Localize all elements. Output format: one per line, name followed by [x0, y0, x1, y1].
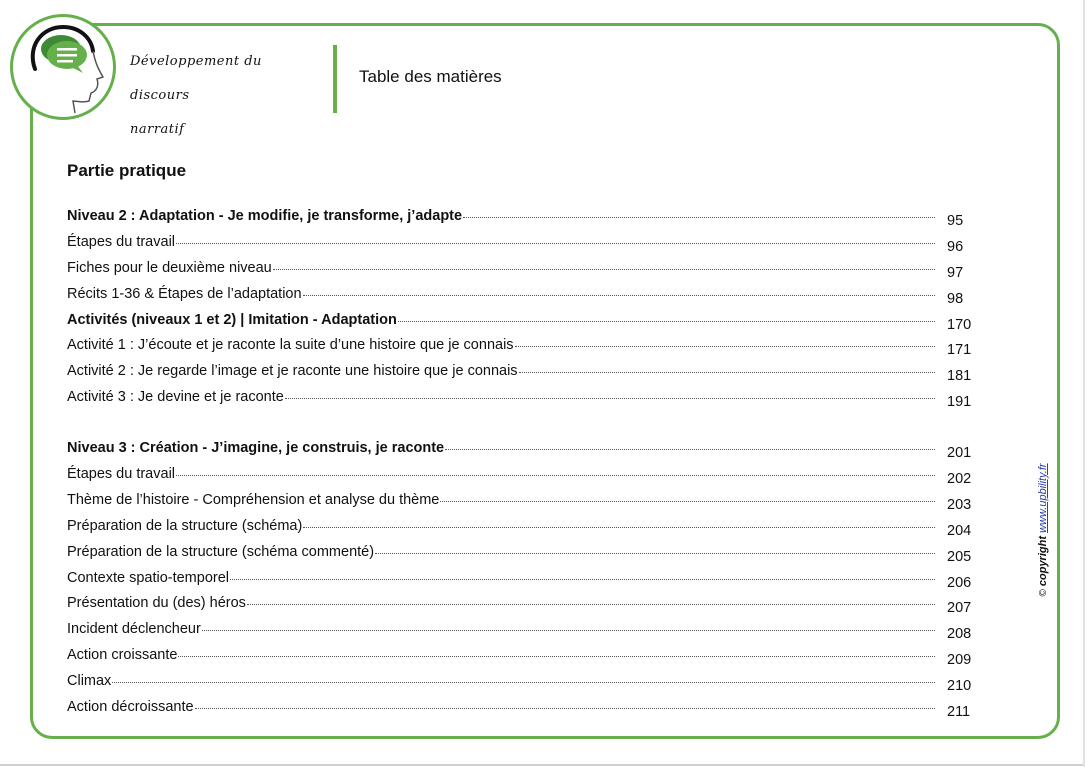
toc-entry[interactable] [67, 699, 977, 725]
toc-entry-page-number: 203 [947, 496, 972, 513]
toc-entry-label: Étapes du travail [67, 466, 176, 483]
brand-line-1: Développement du discours [130, 54, 262, 103]
dot-leader [445, 449, 935, 450]
toc-entry[interactable] [67, 234, 977, 260]
toc-entry[interactable] [67, 260, 977, 286]
dot-leader [398, 321, 935, 322]
dot-leader [176, 243, 935, 244]
dot-leader [230, 579, 935, 580]
dot-leader [285, 398, 935, 399]
toc-entry[interactable] [67, 492, 977, 518]
toc-entry[interactable] [67, 440, 977, 466]
toc-entry-page-number: 171 [947, 342, 972, 359]
toc-entry-label: Incident déclencheur [67, 621, 201, 638]
copyright-word: copyright [1037, 535, 1049, 587]
table-of-contents [67, 208, 977, 725]
toc-entry-page-number: 202 [947, 471, 972, 488]
toc-entry-label: Action croissante [67, 647, 178, 664]
dot-leader [247, 604, 935, 605]
toc-entry-page-number: 211 [947, 704, 971, 721]
dot-leader [463, 217, 935, 218]
toc-entry-label: Action décroissante [67, 699, 194, 716]
toc-entry-label: Activités (niveaux 1 et 2) | Imitation - Adaptation [67, 311, 397, 328]
dot-leader [112, 682, 935, 683]
toc-entry[interactable] [67, 647, 977, 673]
section-title: Partie pratique [67, 161, 187, 180]
toc-entry-page-number: 201 [947, 445, 972, 462]
copyright-link[interactable]: www.upbility.fr [1037, 463, 1049, 533]
toc-entry-page-number: 206 [947, 574, 972, 591]
toc-entry-page-number: 207 [947, 600, 972, 617]
toc-entry-label: Présentation du (des) héros [67, 595, 246, 612]
toc-entry[interactable] [67, 518, 977, 544]
toc-entry-page-number: 205 [947, 548, 972, 565]
toc-entry-page-number: 210 [947, 678, 972, 695]
toc-entry-page-number: 181 [947, 368, 972, 385]
dot-leader [195, 708, 935, 709]
page-bottom-edge [0, 764, 1085, 766]
toc-entry-label: Préparation de la structure (schéma) [67, 517, 303, 534]
toc-entry-page-number: 96 [947, 238, 964, 255]
dot-leader [440, 501, 935, 502]
toc-entry[interactable] [67, 312, 977, 338]
toc-entry-page-number: 98 [947, 290, 964, 307]
toc-entry-label: Activité 1 : J’écoute et je raconte la suite d’une histoire que je connais [67, 337, 514, 354]
toc-entry[interactable] [67, 363, 977, 389]
brand-title [130, 45, 320, 147]
toc-entry-page-number: 191 [947, 394, 972, 411]
toc-entry-label: Niveau 2 : Adaptation - Je modifie, je transforme, j’adapte [67, 208, 463, 224]
toc-entry-page-number: 170 [947, 316, 972, 333]
toc-entry[interactable] [67, 621, 977, 647]
toc-entry-label: Climax [67, 673, 112, 690]
toc-entry-label: Contexte spatio-temporel [67, 569, 229, 586]
toc-entry-page-number: 95 [947, 213, 964, 229]
copyright-notice [1037, 463, 1049, 596]
toc-entry-label: Étapes du travail [67, 233, 176, 250]
toc-entry-label: Thème de l’histoire - Compréhension et analyse du thème [67, 491, 440, 508]
dot-leader [515, 346, 935, 347]
dot-leader [178, 656, 935, 657]
toc-entry[interactable] [67, 570, 977, 596]
header-divider [333, 45, 337, 113]
toc-entry[interactable] [67, 337, 977, 363]
toc-entry-page-number: 97 [947, 264, 964, 281]
toc-entry-label: Fiches pour le deuxième niveau [67, 259, 272, 276]
dot-leader [303, 295, 935, 296]
toc-entry-page-number: 204 [947, 522, 972, 539]
dot-leader [202, 630, 935, 631]
copyright-symbol: © [1038, 589, 1049, 597]
toc-entry[interactable] [67, 595, 977, 621]
toc-entry-label: Activité 3 : Je devine et je raconte [67, 389, 284, 406]
toc-entry-label: Récits 1-36 & Étapes de l’adaptation [67, 285, 302, 302]
brand-line-2: narratif [130, 122, 185, 137]
page-title: Table des matières [359, 67, 502, 86]
toc-entry[interactable] [67, 466, 977, 492]
dot-leader [519, 372, 935, 373]
head-speech-bubble-icon [13, 17, 113, 117]
toc-entry[interactable] [67, 389, 977, 415]
toc-entry[interactable] [67, 286, 977, 312]
toc-entry[interactable] [67, 673, 977, 699]
dot-leader [303, 527, 935, 528]
toc-entry-label: Niveau 3 : Création - J’imagine, je construis, je raconte [67, 440, 445, 457]
logo [10, 14, 116, 120]
toc-entry-page-number: 208 [947, 626, 972, 643]
toc-entry[interactable] [67, 544, 977, 570]
toc-entry-page-number: 209 [947, 652, 972, 669]
toc-entry-label: Préparation de la structure (schéma commenté) [67, 543, 375, 560]
dot-leader [273, 269, 935, 270]
dot-leader [176, 475, 935, 476]
toc-entry[interactable] [67, 208, 977, 234]
toc-entry-label: Activité 2 : Je regarde l’image et je raconte une histoire que je connais [67, 363, 518, 380]
dot-leader [375, 553, 935, 554]
